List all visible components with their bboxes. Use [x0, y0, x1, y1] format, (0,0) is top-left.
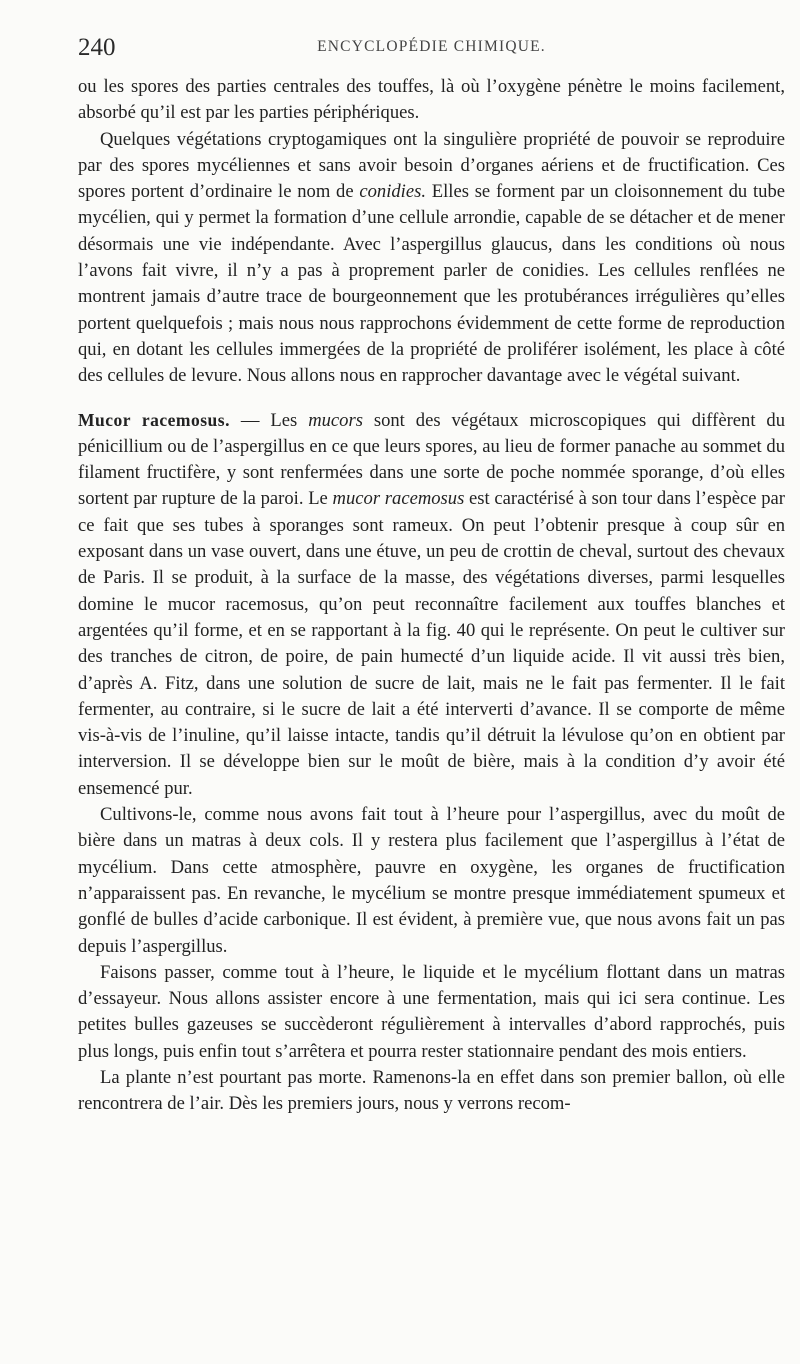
text-run: sont des végétaux microscopiques qui diffèrent du pénicillium ou de l’aspergillus en ce que leurs spores, au lieu de former panache au sommet du filament fructifère, y sont renfermées dans une sorte de poche nommée sporange, d’où elles sortent par rupture de la paroi. Le — [78, 409, 785, 510]
section-heading: Mucor racemosus. — [78, 409, 230, 430]
italic-term: mucors — [308, 409, 363, 431]
paragraph-plante-pas-morte — [78, 1065, 785, 1118]
text-run: Elles se forment par un cloisonnement du tube mycélien, qui y permet la formation d’une cellule arrondie, capable de se détacher et de mener désormais une vie indépendante. Avec l’aspergillus glaucus, dans les conditions où nous l’avons fait vivre, il n’y a pas à proprement parler de conidies. Les cellules renflées ne montrent jamais d’autre trace de bourgeonnement que les protubérances irrégulières qu’elles portent quelquefois ; mais nous nous rapprochons évidemment de cette forme de reproduction qui, en dotant les cellules immergées de la propriété de proliférer isolément, les place à côté des cellules de levure. Nous allons nous en rapprocher davantage avec le végétal suivant. — [78, 181, 785, 387]
paragraph-spores-continued — [78, 74, 785, 127]
text-run: Faisons passer, comme tout à l’heure, le liquide et le mycélium flottant dans un matras d’essayeur. Nous allons assister encore à une fermentation, mais qui ici sera continue. Les petites bulles gazeuses se succèderont régulièrement à intervalles d’abord rapprochés, puis plus longs, puis enfin tout s’arrêtera et pourra rester stationnaire pendant des mois entiers. — [78, 961, 785, 1062]
italic-term: conidies. — [359, 181, 426, 203]
text-run: Cultivons-le, comme nous avons fait tout à l’heure pour l’aspergillus, avec du moût de bière dans un matras à deux cols. Il y restera plus facilement que l’aspergillus à l’état de mycélium. Dans cette atmosphère, pauvre en oxygène, les organes de fructification n’apparaissent pas. En revanche, le mycélium se montre presque immédiatement spumeux et gonflé de bulles d’acide carbonique. Il est évident, à première vue, que nous avons fait un pas depuis l’aspergillus. — [78, 804, 785, 957]
text-run: est caractérisé à son tour dans l’espèce par ce fait que ses tubes à sporanges sont rameux. On peut l’obtenir presque à coup sûr en exposant dans un vase ouvert, dans une étuve, un peu de crottin de cheval, surtout des chevaux de Paris. Il se produit, à la surface de la masse, des végétations diverses, parmi lesquelles domine le mucor racemosus, qu’on peut reconnaître facilement aux touffes blanches et argentées qu’il forme, et en se rapportant à la fig. 40 qui le représente. On peut le cultiver sur des tranches de citron, de poire, de pain humecté d’un liquide acide. Il vit aussi très bien, d’après A. Fitz, dans une solution de sucre de lait, mais ne le fait pas fermenter. Il le fait fermenter, au contraire, si le sucre de lait a été interverti d’avance. Il se comporte de même vis-à-vis de l’inuline, qu’il laisse intacte, tandis qu’il détruit la lévulose qu’on en obtient par interversion. Il se développe bien sur le moût de bière, mais à la condition d’y avoir été ensemencé pur. — [78, 488, 786, 799]
text-run: Quelques végétations cryptogamiques ont la singulière propriété de pouvoir se reproduire par des spores mycéliennes et sans avoir besoin d’organes aériens et de fructification. Ces spores portent d’ordinaire le nom de — [78, 128, 785, 203]
text-run: — Les — [229, 409, 309, 431]
text-run: La plante n’est pourtant pas morte. Ramenons-la en effet dans son premier ballon, où elle rencontrera de l’air. Dès les premiers jours, nous y verrons recom- — [78, 1066, 785, 1115]
paragraph-conidies — [78, 127, 785, 390]
text-run: ou les spores des parties centrales des touffes, là où l’oxygène pénètre le moins facilement, absorbé qu’il est par les parties périphériques. — [78, 76, 785, 124]
running-title: ENCYCLOPÉDIE CHIMIQUE. — [317, 38, 546, 55]
paragraph-mucor-racemosus — [78, 407, 785, 802]
paragraph-faisons-passer — [78, 960, 785, 1065]
running-head — [78, 34, 785, 64]
body-text — [78, 74, 785, 1118]
paragraph-cultivons — [78, 802, 785, 960]
page-number: 240 — [78, 34, 116, 61]
italic-term: mucor racemosus — [332, 488, 465, 510]
